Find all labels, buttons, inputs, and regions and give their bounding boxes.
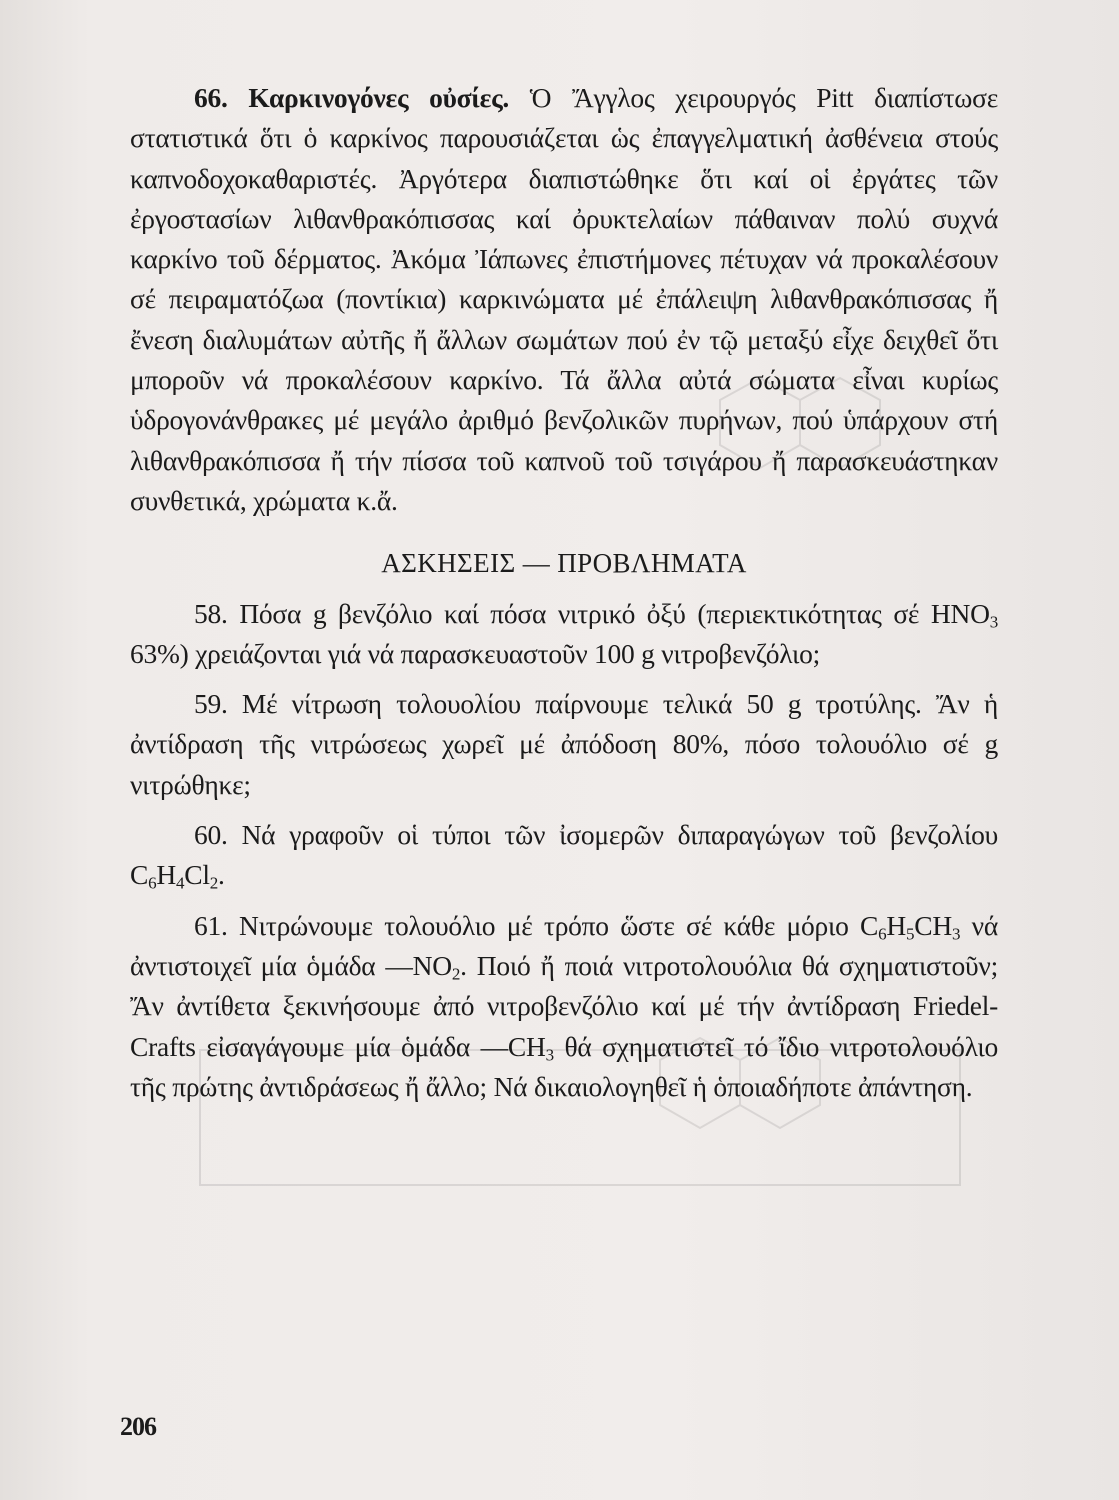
problem-text: Νά γραφοῦν οἱ τύποι τῶν ἰσομερῶν διπαραγώγων τοῦ βενζολίου C — [130, 819, 998, 891]
subscript: 2 — [451, 964, 461, 984]
problem-number: 60. — [194, 819, 228, 851]
problem-text: H — [156, 859, 176, 891]
page-number: 206 — [120, 1412, 156, 1441]
problem-58 — [130, 594, 998, 675]
subscript: 6 — [878, 923, 887, 943]
section-number: 66. — [194, 82, 228, 113]
subscript: 3 — [952, 923, 961, 943]
problem-text: H — [886, 909, 907, 941]
subscript: 3 — [989, 611, 998, 631]
problem-number: 61. — [194, 909, 228, 941]
problem-text: Μέ νίτρωση τολουολίου παίρνουμε τελικά 50 g τροτύλης. Ἄν ἡ ἀντίδραση τῆς νιτρώσεως χωρεῖ μέ ἀπόδοση 80%, πόσο τολουόλιο σέ g νιτρώθηκε; — [130, 688, 998, 800]
problem-text: CH — [914, 909, 952, 941]
problem-text: Cl — [184, 859, 210, 891]
section-66-paragraph — [130, 78, 998, 521]
subscript: 2 — [209, 873, 218, 893]
section-body: Ὁ Ἄγγλος χειρουργός Pitt διαπίστωσε στατιστικά ὅτι ὁ καρκίνος παρουσιάζεται ὡς ἐπαγγελματική ἀσθένεια στούς καπνοδοχοκαθαριστές. Ἀργότερα διαπιστώθηκε ὅτι καί οἱ ἐργάτες τῶν ἐργοστασίων λιθανθρακόπισσας καί ὀρυκτελαίων πάθαιναν πολύ συχνά καρκίνο τοῦ δέρματος. Ἀκόμα Ἰάπωνες ἐπιστήμονες πέτυχαν νά προκαλέσουν σέ πειραματόζωα (ποντίκια) καρκινώματα μέ ἐπάλειψη λιθανθρακόπισσας ἤ ἔνεση διαλυμάτων αὐτῆς ἤ ἄλλων σωμάτων πού ἐν τῷ μεταξύ εἶχε δειχθεῖ ὅτι μποροῦν νά προκαλέσουν καρκίνο. Τά ἄλλα αὐτά σώματα εἶναι κυρίως ὑδρογονάνθρακες μέ μεγάλο ἀριθμό βενζολικῶν πυρήνων, πού ὑπάρχουν στή λιθανθρακόπισσα ἤ τήν πίσσα τοῦ καπνοῦ τοῦ τσιγάρου ἤ παρασκευάστηκαν συνθετικά, χρώματα κ.ἄ. — [130, 82, 999, 516]
subscript: 5 — [906, 923, 915, 943]
subscript: 3 — [545, 1044, 554, 1064]
problem-number: 58. — [194, 597, 228, 629]
section-title: Καρκινογόνες οὐσίες. — [248, 82, 510, 113]
problem-59 — [130, 684, 998, 805]
problem-60 — [130, 815, 998, 896]
main-text-block — [130, 78, 998, 1107]
problem-text: 63%) χρειάζονται γιά νά παρασκευαστοῦν 100 g νιτροβενζόλιο; — [130, 637, 821, 669]
problem-text: . Ποιό ἤ ποιά νιτροτολουόλια θά σχηματιστοῦν; Ἄν ἀντίθετα ξεκινήσουμε ἀπό νιτροβενζόλιο καί μέ τήν ἀντίδραση Friedel-Crafts εἰσαγάγουμε μία ὁμάδα —CH — [130, 949, 998, 1062]
problem-text: Νιτρώνουμε τολουόλιο μέ τρόπο ὥστε σέ κάθε μόριο C — [239, 909, 879, 941]
problem-text: θά σχηματιστεῖ τό ἴδιο νιτροτολουόλιο τῆς πρώτης ἀντιδράσεως ἤ ἄλλο; Νά δικαιολογηθεῖ ἡ ὁποιαδήποτε ἀπάντηση. — [130, 1030, 998, 1102]
subscript: 6 — [148, 873, 157, 893]
problem-61 — [130, 906, 998, 1107]
problem-number: 59. — [194, 688, 228, 720]
problem-text: νά ἀντιστοιχεῖ μία ὁμάδα —NO — [130, 909, 999, 981]
subscript: 4 — [175, 873, 185, 893]
exercises-heading: ΑΣΚΗΣΕΙΣ — ΠΡΟΒΛΗΜΑΤΑ — [381, 548, 747, 579]
problem-text: . — [218, 859, 225, 891]
problem-text: Πόσα g βενζόλιο καί πόσα νιτρικό ὀξύ (περιεκτικότητας σέ HNO — [239, 597, 990, 629]
